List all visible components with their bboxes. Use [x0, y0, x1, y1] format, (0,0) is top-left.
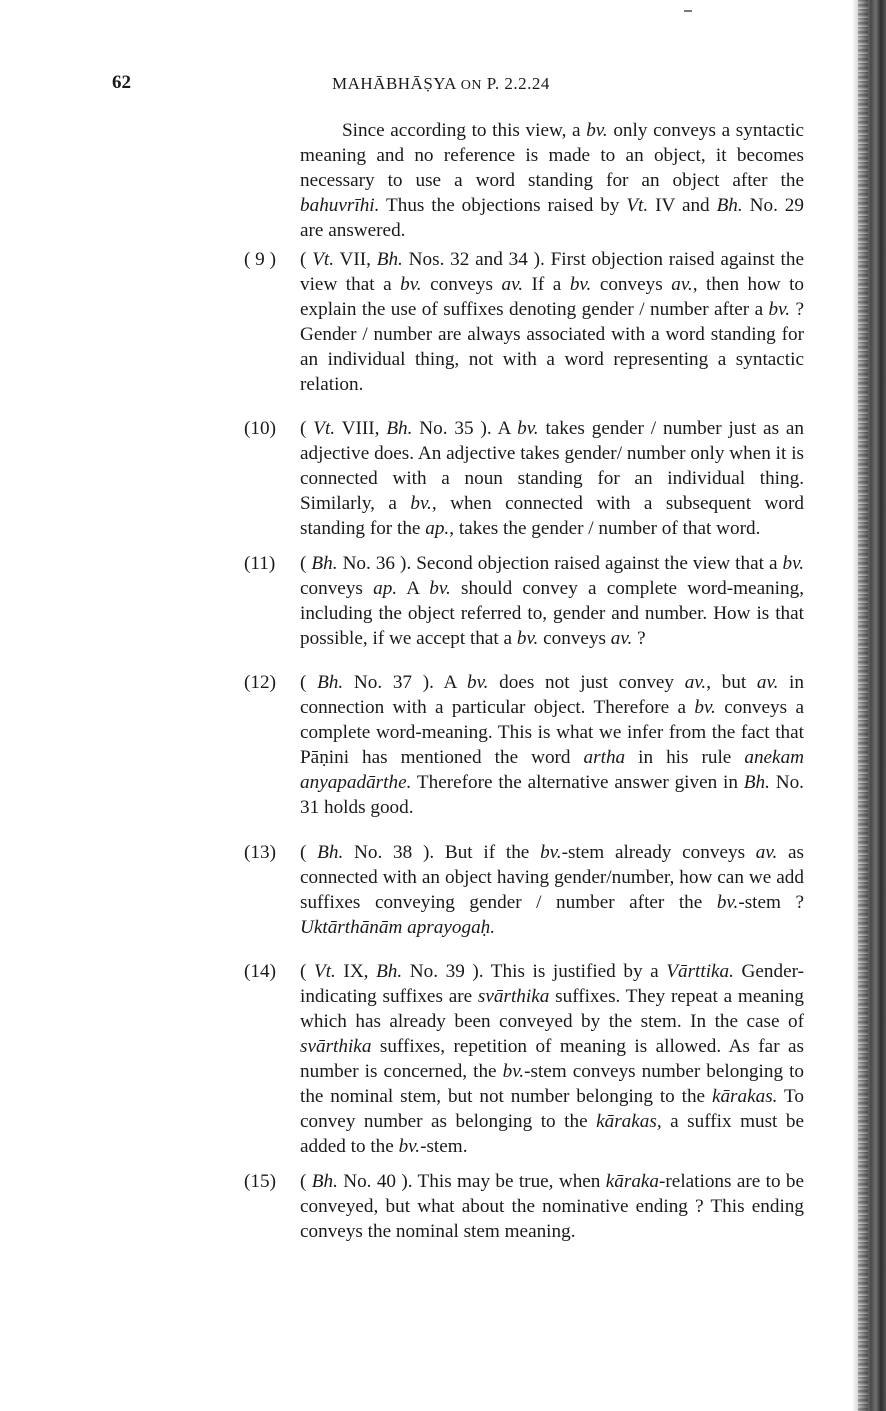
text: ( — [300, 249, 313, 270]
text: -relations are to be conveyed, but what about the nominative ending ? This ending conveys the nominal stem meaning. — [300, 1170, 804, 1242]
paragraph-9 — [244, 247, 804, 397]
paragraph-number: (10) — [244, 418, 276, 440]
text: No. 40 ). This may be true, when — [337, 1170, 606, 1192]
running-head-ref: P. 2.2.24 — [486, 74, 550, 93]
text: No. 39 ). This is justified by a — [402, 960, 667, 982]
abbr: Bh. — [311, 553, 338, 575]
text: ? — [632, 628, 646, 650]
text: IX, — [335, 960, 377, 982]
text: in his rule — [625, 747, 745, 769]
abbr: bv. — [540, 841, 562, 863]
text: -stem ? — [738, 891, 804, 913]
term: bahuvrīhi. — [300, 195, 380, 216]
term: artha — [583, 747, 626, 769]
abbr: bv. — [716, 891, 739, 913]
text: To convey number as belonging to the — [300, 1085, 804, 1132]
abbr: ap. — [425, 518, 450, 540]
text: ( — [300, 672, 318, 694]
text: a suffix must be added to the — [300, 1110, 804, 1157]
text: does not just convey — [488, 672, 685, 694]
text: If a — [523, 274, 570, 295]
paragraph-number: ( 9 ) — [244, 249, 276, 270]
abbr: bv. — [398, 1135, 421, 1157]
abbr: Bh. — [716, 195, 743, 216]
term: kārakas, — [596, 1110, 662, 1132]
text: ( — [300, 553, 312, 575]
term: Vārttika. — [666, 960, 734, 982]
text: No. 35 ). A — [412, 418, 518, 440]
paragraph-number: (11) — [244, 553, 276, 575]
abbr: bv. — [502, 1060, 525, 1082]
abbr: bv. — [694, 697, 716, 719]
abbr: bv. — [586, 120, 608, 141]
abbr: bv. — [768, 299, 791, 320]
text: -stem already conveys — [561, 841, 756, 863]
abbr: Bh. — [386, 418, 413, 440]
abbr: Vt. — [626, 195, 649, 216]
text: only conveys a syntactic meaning and no reference is made to an object, it becomes necessary to use a word standing for an object after the — [300, 120, 804, 191]
text: No. 29 are answered. — [300, 195, 804, 241]
text: -stem conveys number belonging to the nominal stem, but not number belonging to the — [300, 1060, 804, 1107]
paragraph-13 — [244, 840, 804, 940]
abbr: Bh. — [317, 672, 344, 694]
text: VIII, — [335, 418, 387, 440]
text: No. 36 ). Second objection raised against the view that a — [337, 553, 783, 575]
text: Gender-indicating suffixes are — [300, 960, 804, 1007]
text: suffixes. They repeat a meaning which has already been conveyed by the stem. In the case of — [300, 985, 804, 1032]
text: No. 31 holds good. — [300, 772, 804, 819]
book-binding-edge — [852, 0, 886, 1411]
abbr: bv. — [569, 274, 592, 295]
abbr: bv. — [517, 418, 539, 440]
abbr: bv. — [466, 672, 489, 694]
term: anekam anyapadārthe. — [300, 747, 805, 794]
paragraph-12 — [244, 670, 804, 820]
abbr: av. — [501, 274, 523, 295]
page-number: 62 — [112, 72, 131, 93]
abbr: bv. — [410, 493, 432, 515]
paragraph-11 — [244, 551, 804, 651]
text: IV and — [648, 195, 717, 216]
text: conveys — [591, 274, 672, 295]
paragraph-number: (13) — [244, 841, 276, 863]
scan-mark — [684, 10, 692, 12]
running-head — [332, 74, 550, 94]
text: Nos. 32 and 34 ). First objection raised against the view that a — [300, 249, 804, 295]
text: suffixes, repetition of meaning is allowed. As far as number is concerned, the — [300, 1035, 804, 1082]
abbr: av. — [610, 628, 633, 650]
text: conveys a complete word-meaning. This is what we infer from the fact that Pāṇini has mentioned the word — [300, 697, 804, 769]
text: VII, — [334, 249, 377, 270]
abbr: Bh. — [317, 841, 344, 863]
paragraph-number: (14) — [244, 960, 276, 982]
abbr: av. — [671, 274, 693, 295]
text: ( — [300, 960, 314, 982]
text: conveys — [538, 628, 611, 650]
abbr: Vt. — [313, 960, 336, 982]
abbr: Bh. — [376, 960, 403, 982]
text: ( — [300, 1170, 312, 1192]
paragraph-14 — [244, 959, 804, 1159]
text: Therefore the alternative answer given in — [411, 772, 744, 794]
text: , takes the gender / number of that word. — [449, 518, 761, 540]
text: ( — [300, 418, 314, 440]
text: Thus the objections raised by — [379, 195, 627, 216]
paragraph-15 — [244, 1169, 804, 1244]
text: No. 38 ). But if the — [343, 841, 541, 863]
text: , then how to explain the use of suffixes denoting gender / number after a — [300, 274, 805, 320]
abbr: Vt. — [312, 249, 335, 270]
text: , but — [706, 672, 757, 694]
term: Uktārthānām aprayogaḥ. — [300, 916, 496, 938]
abbr: av. — [756, 672, 779, 694]
abbr: av. — [755, 841, 778, 863]
abbr: av. — [684, 672, 707, 694]
text: in connection with a particular object. Therefore a — [300, 672, 804, 719]
term: svārthika — [300, 1035, 372, 1057]
running-head-title: MAHĀBHĀṢYA — [332, 74, 457, 93]
abbr: Bh. — [311, 1170, 338, 1192]
abbr: bv. — [516, 628, 539, 650]
abbr: bv. — [429, 578, 451, 600]
text: No. 37 ). A — [343, 672, 467, 694]
text: should convey a complete word-meaning, including the object referred to, gender and number. How is that possible, if we accept that a — [300, 578, 804, 650]
abbr: Bh. — [376, 249, 403, 270]
text: -stem. — [420, 1135, 468, 1157]
abbr: bv. — [400, 274, 422, 295]
abbr: ap. — [373, 578, 398, 600]
term: svārthika — [477, 985, 550, 1007]
text: ( — [300, 841, 318, 863]
paragraph-number: (15) — [244, 1170, 276, 1192]
text: , when connected with a subsequent word standing for the — [300, 493, 804, 540]
term: kāraka — [605, 1170, 660, 1192]
text: Since according to this view, a — [342, 120, 587, 141]
text: ? Gender / number are always associated with a word standing for an individual thing, not with a word representing a syntactic relation. — [300, 299, 804, 395]
text: conveys — [421, 274, 502, 295]
running-head-on: ON — [460, 78, 483, 93]
term: kārakas. — [711, 1085, 778, 1107]
abbr: Bh. — [743, 772, 770, 794]
paragraph-number: (12) — [244, 672, 276, 694]
body-text — [244, 118, 804, 1248]
abbr: Vt. — [313, 418, 336, 440]
text: conveys — [300, 578, 374, 600]
paragraph-10 — [244, 416, 804, 541]
abbr: bv. — [782, 553, 805, 575]
text: as connected with an object having gender/number, how can we add suffixes conveying gender / number after the — [300, 841, 805, 913]
intro-paragraph — [300, 118, 804, 243]
text: takes gender / number just as an adjective does. An adjective takes gender/ number only when it is connected with a noun standing for an individual thing. Similarly, a — [300, 418, 805, 515]
text: A — [397, 578, 430, 600]
